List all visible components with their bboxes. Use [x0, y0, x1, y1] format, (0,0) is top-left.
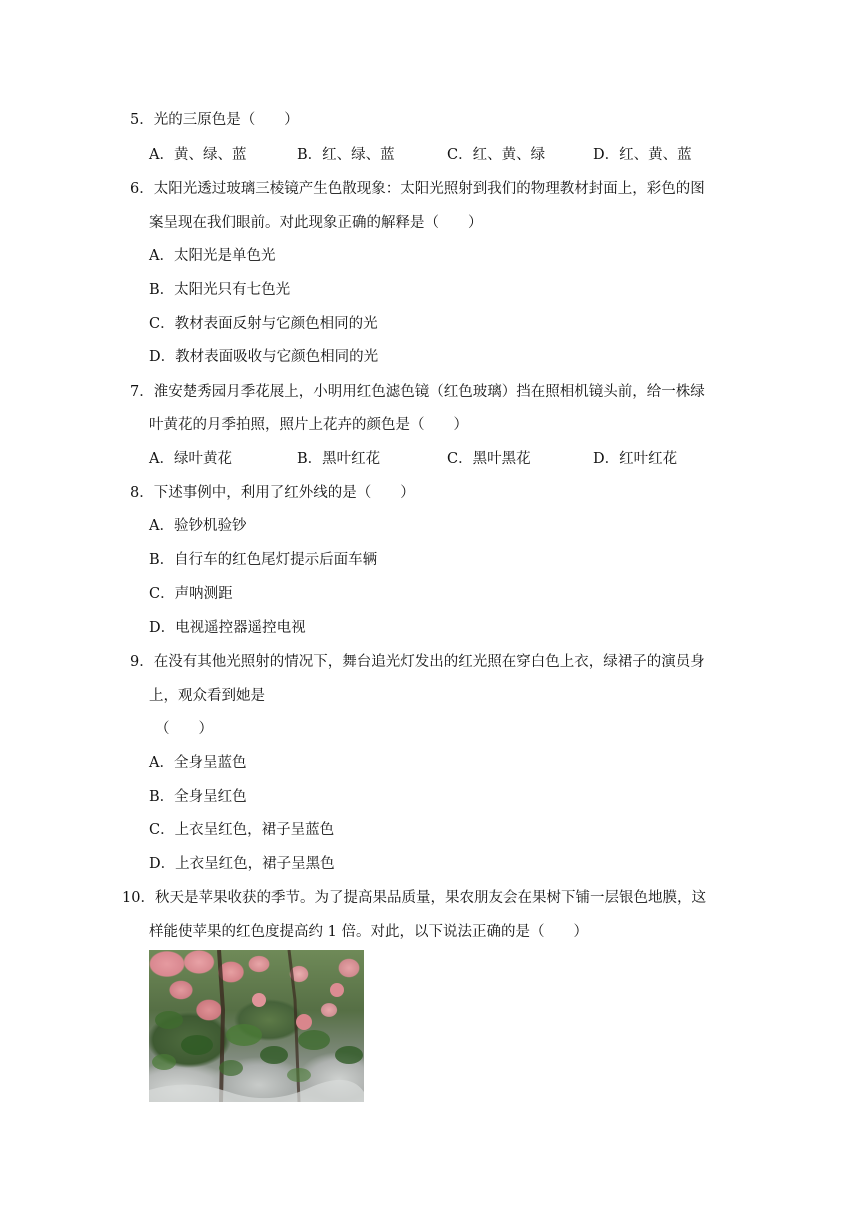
- question-8-option-d: D．电视遥控器遥控电视: [149, 620, 306, 636]
- question-8-stem: 8．下述事例中，利用了红外线的是（ ）: [130, 485, 415, 501]
- question-8-option-b: B．自行车的红色尾灯提示后面车辆: [149, 552, 378, 568]
- question-5-option-a: A．黄、绿、蓝: [149, 147, 247, 163]
- question-6-option-b: B．太阳光只有七色光: [149, 282, 291, 298]
- question-6-stem-line-2: 案呈现在我们眼前。对此现象正确的解释是（ ）: [149, 215, 483, 231]
- question-7-option-b: B．黑叶红花: [297, 451, 381, 467]
- question-7-stem-line-1: 7．淮安楚秀园月季花展上，小明用红色滤色镜（红色玻璃）挡在照相机镜头前，给一株绿: [130, 384, 705, 400]
- question-10-stem-line-2: 样能使苹果的红色度提高约 1 倍。对此，以下说法正确的是（ ）: [149, 924, 588, 940]
- question-6-option-a: A．太阳光是单色光: [149, 248, 276, 264]
- question-9-stem-line-3: （ ）: [155, 721, 213, 737]
- question-7-option-d: D．红叶红花: [593, 451, 678, 467]
- question-7-options: [149, 449, 677, 469]
- orchard-foliage-overlay: [149, 950, 364, 1102]
- question-10-stem-line-1: 10．秋天是苹果收获的季节。为了提高果品质量，果农朋友会在果树下铺一层银色地膜，这: [122, 890, 706, 906]
- question-5-stem: 5．光的三原色是（ ）: [130, 112, 299, 128]
- question-9-stem-line-1: 9．在没有其他光照射的情况下，舞台追光灯发出的红光照在穿白色上衣，绿裙子的演员身: [130, 654, 705, 670]
- apple-orchard-photo: [149, 950, 364, 1102]
- question-9-option-b: B．全身呈红色: [149, 789, 247, 805]
- question-7-option-a: A．绿叶黄花: [149, 451, 232, 467]
- question-6-option-c: C．教材表面反射与它颜色相同的光: [149, 316, 378, 332]
- question-5-options: [149, 145, 692, 165]
- question-7-option-c: C．黑叶黑花: [447, 451, 531, 467]
- question-6-stem-line-1: 6．太阳光透过玻璃三棱镜产生色散现象：太阳光照射到我们的物理教材封面上，彩色的图: [130, 181, 705, 197]
- question-5-option-c: C．红、黄、绿: [447, 147, 546, 163]
- question-9-option-a: A．全身呈蓝色: [149, 755, 247, 771]
- question-6-option-d: D．教材表面吸收与它颜色相同的光: [149, 349, 379, 365]
- question-7-stem-line-2: 叶黄花的月季拍照，照片上花卉的颜色是（ ）: [149, 417, 468, 433]
- question-5-option-b: B．红、绿、蓝: [297, 147, 395, 163]
- question-5-option-d: D．红、黄、蓝: [593, 147, 692, 163]
- question-9-option-d: D．上衣呈红色，裙子呈黑色: [149, 856, 335, 872]
- question-8-option-a: A．验钞机验钞: [149, 518, 247, 534]
- question-9-stem-line-2: 上，观众看到她是: [149, 688, 265, 704]
- question-9-option-c: C．上衣呈红色，裙子呈蓝色: [149, 822, 335, 838]
- question-8-option-c: C．声呐测距: [149, 586, 233, 602]
